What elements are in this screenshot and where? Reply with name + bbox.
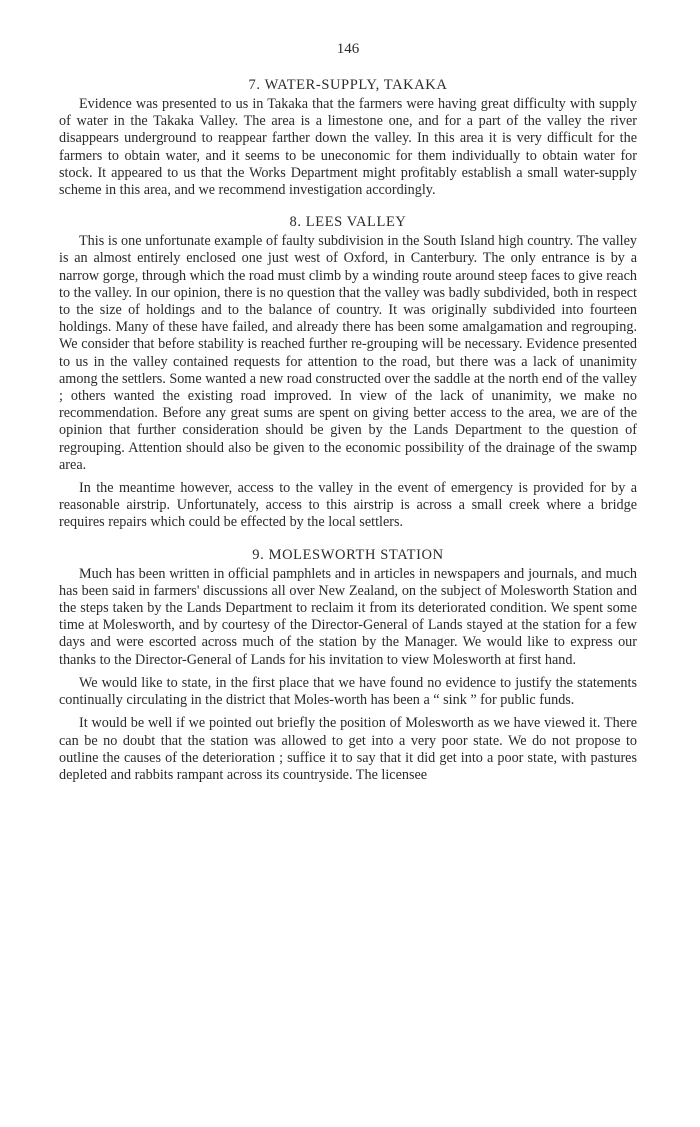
paragraph: We would like to state, in the first place that we have found no evidence to justify the statements continually circulating in the district that Moles-worth has been a “ sink ” for public funds. [59,674,637,709]
section-heading: 8. LEES VALLEY [289,214,407,231]
paragraph: Much has been written in official pamphlets and in articles in newspapers and journals, and much has been said in farmers' discussions all over New Zealand, on the subject of Molesworth Station and the steps taken by the Lands Department to reclaim it from its deteriorated condition. We spent some time at Molesworth, and by courtesy of the Director-General of Lands stayed at the station for a few days and were escorted across much of the station by the Manager. We would like to express our thanks to the Director-General of Lands for his invitation to view Molesworth at first hand. [59,565,637,668]
section-heading: 9. MOLESWORTH STATION [252,546,444,563]
paragraph: In the meantime however, access to the valley in the event of emergency is provided for by a reasonable airstrip. Unfortunately, access to this airstrip is across a small creek where a bridge requires repairs which could be effected by the local settlers. [59,480,637,531]
section-lees-valley [59,213,637,531]
paragraph: It would be well if we pointed out briefly the position of Molesworth as we have viewed it. There can be no doubt that the station was allowed to get into a very poor state. We do not propose to outline the causes of the deterioration ; suffice it to say that it did get into a poor state, with pastures depleted and rabbits rampant across its countryside. The licensee [59,715,637,783]
section-molesworth-station [59,546,637,784]
section-heading: 7. WATER-SUPPLY, TAKAKA [248,77,448,93]
paragraph: This is one unfortunate example of faulty subdivision in the South Island high country. The valley is an almost entirely enclosed one just west of Oxford, in Canterbury. The only entrance is by a narrow gorge, through which the road must climb by a winding route around steep faces to give reach to the valley. In our opinion, there is no question that the valley was badly subdivided, both in respect to the size of holdings and to the balance of country. It was originally subdivided into fourteen holdings. Many of these have failed, and already there has been some amalgamation and regrouping. We consider that before stability is reached further re-grouping will be necessary. Evidence presented to us in the valley contained requests for attention to the road, but there was a lack of unanimity among the settlers. Some wanted a new road constructed over the saddle at the north end of the valley ; others wanted the existing road improved. In view of the lack of unanimity, we make no recommendation. Before any great sums are spent on giving better access to the area, we are of the opinion that further consideration should be given by the Lands Department to the question of regrouping. Attention should also be given to the economic possibility of the drainage of the swamp area. [59,233,637,473]
section-water-supply-takaka [59,76,637,199]
paragraph: Evidence was presented to us in Takaka that the farmers were having great difficulty with supply of water in the Takaka Valley. The area is a limestone one, and for a part of the valley the river disappears underground to reappear farther down the valley. In this area it is very difficult for the farmers to obtain water, and it seems to be uneconomic for them individually to obtain water for stock. It appeared to us that the Works Department might profitably establish a small water-supply scheme in this area, and we recommend investigation accordingly. [59,96,637,199]
page-number: 146 [336,41,360,57]
document-page [59,40,637,784]
